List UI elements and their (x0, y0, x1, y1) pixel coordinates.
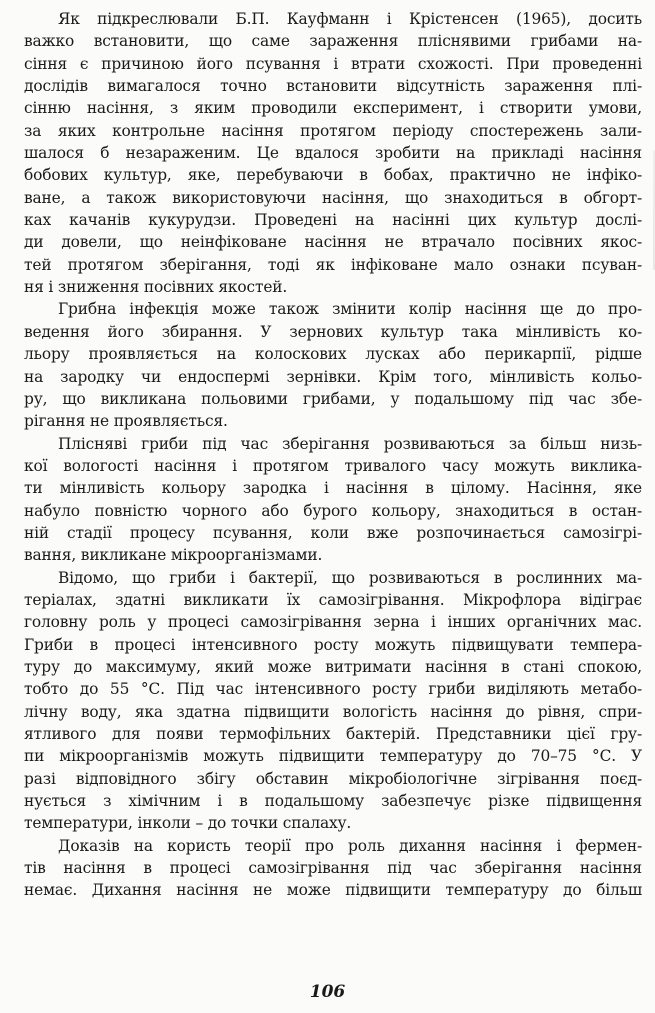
paragraph (24, 8, 642, 298)
text-line: теріалах, здатні викликати їх самозігрівання. Мікрофлора відіграє (24, 590, 642, 609)
text-line: туру до максимуму, який може витримати насіння в стані спокою, (24, 657, 642, 676)
text-line: Грибна інфекція може також змінити колір насіння ще до про- (58, 300, 642, 319)
text-line: кої вологості насіння і протягом тривалого часу можуть виклика- (24, 456, 642, 475)
text-line: сінню насіння, з яким проводили експеримент, і створити умови, (24, 99, 642, 118)
text-line: Як підкреслювали Б.П. Кауфманн і Крістенсен (1965), досить (58, 10, 642, 28)
text-line: температури, інколи – до точки спалаху. (24, 814, 352, 833)
text-line: Доказів на користь теорії про роль дихання насіння і фермен- (58, 836, 642, 855)
text-line: ня і зниження посівних якостей. (24, 278, 288, 297)
text-line: шалося б незараженим. Це вдалося зробити на прикладі насіння (24, 144, 642, 163)
text-line: на зародку чи ендоспермі зернівки. Крім того, мінливість кольо- (24, 367, 642, 386)
text-line: тобто до 55 °С. Під час інтенсивного росту гриби виділяють метабо- (24, 680, 642, 699)
text-line: ру, що викликана польовими грибами, у подальшому під час збе- (24, 389, 642, 408)
text-line: ти мінливість кольору зародка і насіння в цілому. Насіння, яке (24, 479, 642, 498)
text-line: дослідів вимагалося точно встановити відсутність зараження плі- (24, 77, 642, 96)
text-line: пи мікроорганізмів можуть підвищити температуру до 70–75 °С. У (24, 747, 642, 766)
text-line: ди довели, що неінфіковане насіння не втрачало посівних якос- (24, 233, 642, 252)
text-line: Гриби в процесі інтенсивного росту можуть підвищувати темпера- (24, 635, 642, 654)
text-line: немає. Дихання насіння не може підвищити температуру до більш (24, 881, 642, 900)
text-line: Плісняві гриби під час зберігання розвиваються за більш низь- (58, 434, 642, 453)
page-number: 106 (309, 982, 346, 1002)
text-line: ках качанів кукурудзи. Проведені на насінні цих культур дослі- (24, 211, 642, 230)
paragraph (24, 835, 642, 902)
body-text (24, 8, 642, 902)
text-line: головну роль у процесі самозігрівання зерна і інших органічних мас. (24, 613, 642, 632)
text-line: ване, а також використовуючи насіння, що знаходиться в обгорт- (24, 188, 642, 207)
text-line: тів насіння в процесі самозігрівання під час зберігання насіння (24, 859, 642, 878)
text-line: ній стадії процесу псування, коли вже розпочинається самозігрі- (24, 523, 642, 542)
text-line: лічну воду, яка здатна підвищити вологість насіння до рівня, спри- (24, 702, 642, 721)
text-line: нується з хімічним і в подальшому забезпечує різке підвищення (24, 792, 642, 811)
text-line: ведення його збирання. У зернових культур така мінливість ко- (24, 322, 642, 341)
text-line: важко встановити, що саме зараження пліснявими грибами на- (24, 32, 642, 51)
text-line: рігання не проявляється. (24, 412, 228, 431)
text-line: вання, викликане мікроорганізмами. (24, 546, 323, 565)
text-line: ятливого для появи термофільних бактерій. Представники цієї гру- (24, 725, 642, 743)
text-line: набуло повністю чорного або бурого кольору, знаходиться в остан- (24, 501, 642, 520)
paragraph (24, 298, 642, 432)
text-line: за яких контрольне насіння протягом періоду спостережень зали- (24, 121, 642, 140)
text-line: сіння є причиною його псування і втрати схожості. При проведенні (24, 54, 642, 73)
paragraph (24, 567, 642, 835)
text-line: бобових культур, яке, перебуваючи в бобах, практично не інфіко- (24, 166, 642, 185)
text-line: Відомо, що гриби і бактерії, що розвиваються в рослинних ма- (58, 568, 642, 587)
text-line: тей протягом зберігання, тоді як інфіковане мало ознаки псуван- (24, 255, 642, 274)
text-line: льору проявляється на колоскових лусках або перикарпії, рідше (24, 345, 642, 364)
paragraph (24, 433, 642, 567)
text-line: разі відповідного збігу обставин мікробіологічне зігрівання поєд- (24, 769, 642, 788)
